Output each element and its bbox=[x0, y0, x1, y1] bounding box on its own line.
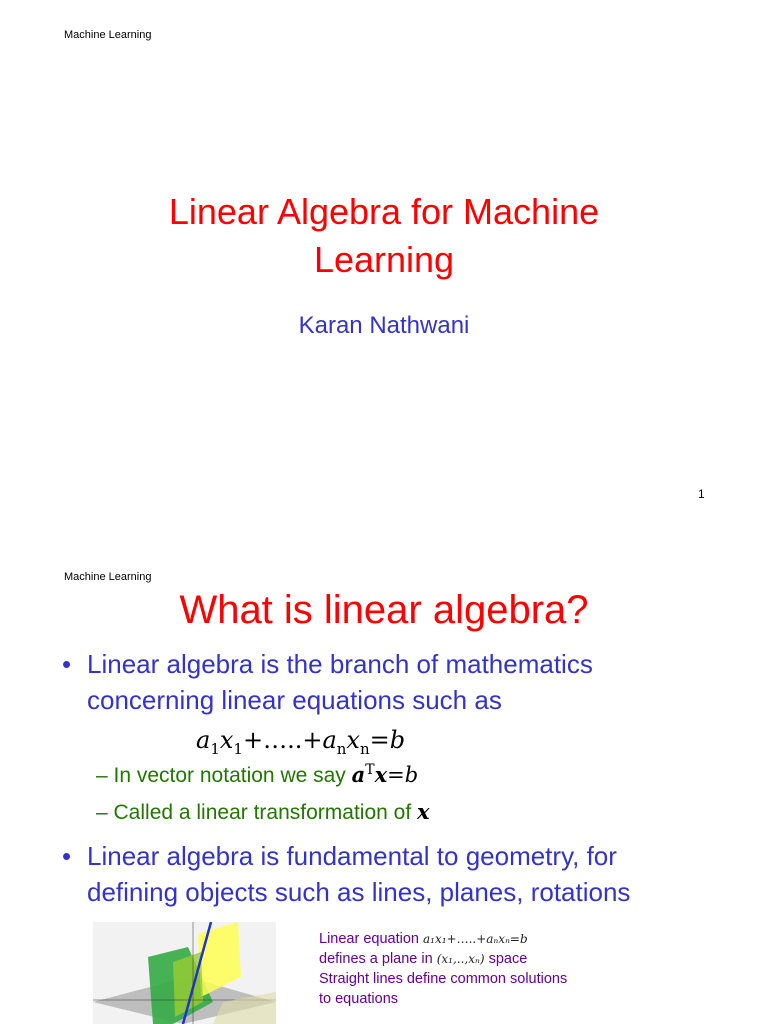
bullet-marker: • bbox=[62, 649, 72, 679]
slide-header: Machine Learning bbox=[64, 29, 152, 41]
sub-bullet-linear-transformation: – Called a linear transformation of x bbox=[96, 799, 430, 824]
slide-title: What is linear algebra? bbox=[179, 588, 589, 632]
page-number: 1 bbox=[698, 487, 705, 501]
slide-2 bbox=[0, 540, 768, 1024]
author-name: Karan Nathwani bbox=[298, 312, 470, 339]
title-line-1: Linear Algebra for Machine bbox=[168, 191, 600, 232]
title-line-2: Learning bbox=[313, 239, 455, 280]
slide-header: Machine Learning bbox=[64, 571, 152, 583]
intersecting-planes-figure bbox=[93, 922, 276, 1024]
slide-title bbox=[84, 188, 684, 284]
bullet-1-line-1: Linear algebra is the branch of mathematics bbox=[87, 649, 593, 679]
bullet-marker: • bbox=[62, 841, 72, 871]
bullet-2-line-1: Linear algebra is fundamental to geometry, for bbox=[87, 841, 617, 871]
linear-equation: $a_1x_1+\dots..+a_nx_n=b$ bbox=[196, 726, 406, 758]
sub-bullet-vector-notation: – In vector notation we say $a^Tx=b$ bbox=[96, 762, 419, 787]
figure-caption: Linear equation a₁x₁+…..+aₙxₙ=b defines a plane in (x₁,..,xₙ) space Straight lines define common solutions to equations bbox=[319, 931, 568, 1007]
bullet-1-line-2: concerning linear equations such as bbox=[87, 685, 502, 715]
bullet-2-line-2: defining objects such as lines, planes, rotations bbox=[87, 877, 631, 907]
